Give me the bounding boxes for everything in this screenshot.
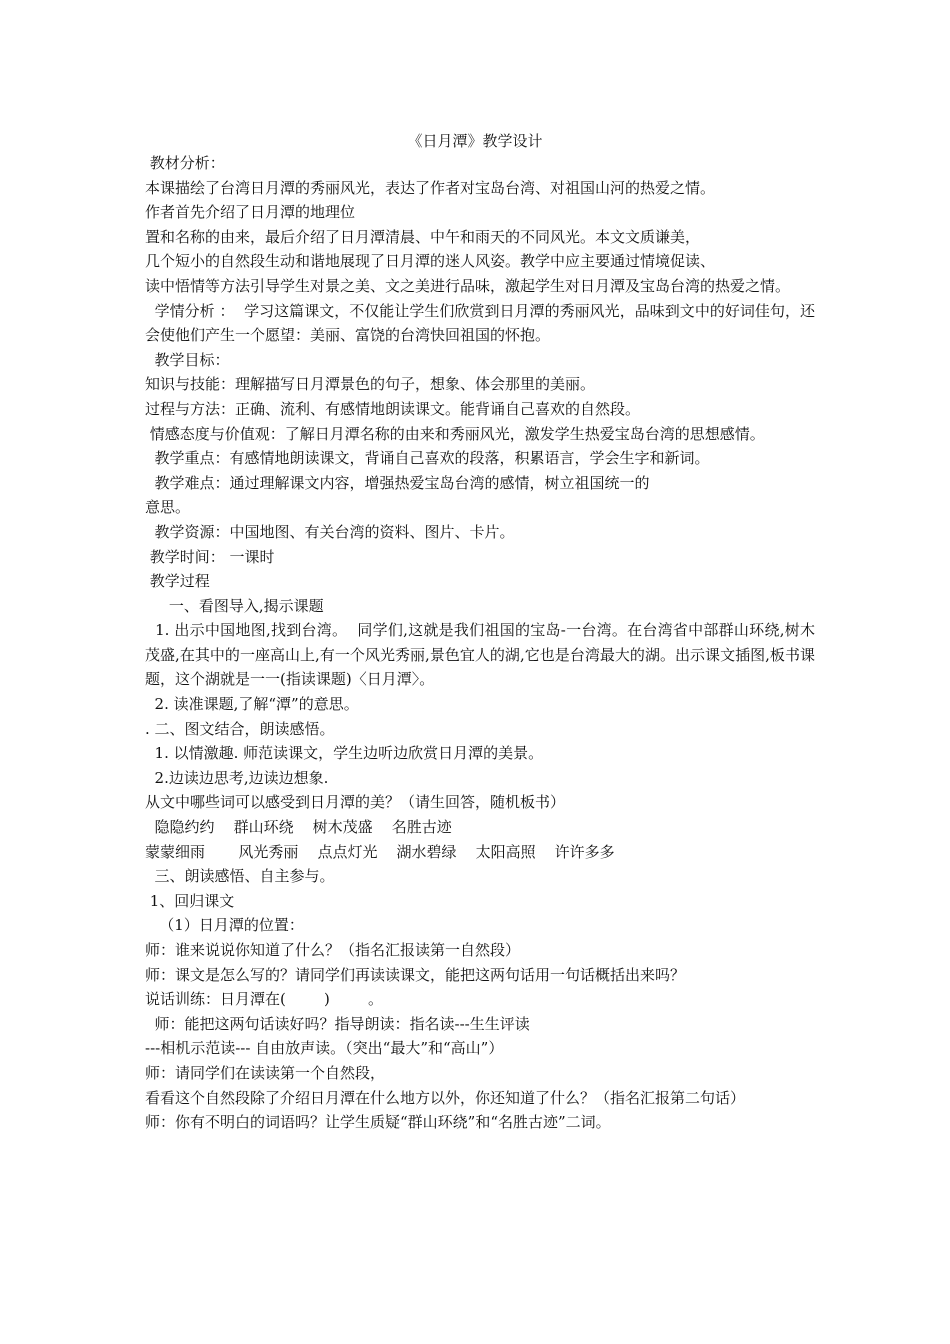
text-line: 置和名称的由来，最后介绍了日月潭清晨、中午和雨天的不同风光。本文文质谦美， [145, 227, 701, 246]
text-line: 师：能把这两句话读好吗？指导朗读：指名读---生生评读 [145, 1014, 530, 1033]
text-line: ---相机示范读--- 自由放声读。（突出“最大”和“高山”） [145, 1039, 504, 1058]
text-line: 意思。 [145, 498, 191, 517]
text-line: 1. 以情激趣. 师范读课文，学生边听边欣赏日月潭的美景。 [145, 744, 544, 763]
text-line: 师：请同学们在读读第一个自然段， [145, 1063, 386, 1082]
text-paragraph: 读中悟情等方法引导学生对景之美、文之美进行品味，激起学生对日月潭及宝岛台湾的热爱之情。 [145, 276, 791, 295]
section-heading: . 二、图文结合，朗读感悟。 [145, 719, 335, 738]
text-line: 说话训练：日月潭在( ) 。 [145, 990, 383, 1009]
text-line: 1、回归课文 [145, 891, 235, 910]
text-line: （1）日月潭的位置： [145, 916, 304, 935]
text-line: 教学资源：中国地图、有关台湾的资料、图片、卡片。 [145, 522, 515, 541]
text-paragraph: 学情分析 ： 学习这篇课文，不仅能让学生们欣赏到日月潭的秀丽风光，品味到文中的好词佳句，还会使他们产生一个愿望：美丽、富饶的台湾快回祖国的怀抱。 [145, 301, 815, 345]
text-line: 作者首先介绍了日月潭的地理位 [145, 203, 356, 222]
text-line: 教学过程 [145, 572, 210, 591]
word-list: 蒙蒙细雨 风光秀丽 点点灯光 湖水碧绿 太阳高照 许许多多 [145, 842, 615, 861]
section-heading: 一、看图导入,揭示课题 [145, 596, 324, 615]
text-line: 2. 读准课题,了解“潭”的意思。 [145, 695, 359, 714]
text-line: 教学重点：有感情地朗读课文，背诵自己喜欢的段落，积累语言，学会生字和新词。 [145, 449, 710, 468]
text-line: 教学难点：通过理解课文内容，增强热爱宝岛台湾的感情，树立祖国统一的 [145, 473, 650, 492]
word-list: 隐隐约约 群山环绕 树木茂盛 名胜古迹 [145, 818, 452, 837]
text-paragraph: 情感态度与价值观：了解日月潭名称的由来和秀丽风光，激发学生热爱宝岛台湾的思想感情。 [145, 424, 765, 443]
document-body [145, 151, 815, 1135]
text-line: 几个短小的自然段生动和谐地展现了日月潭的迷人风姿。教学中应主要通过情境促读、 [145, 252, 716, 271]
text-paragraph: 1. 出示中国地图,找到台湾。 同学们,这就是我们祖国的宝岛-一台湾。在台湾省中部群山环绕,树木茂盛,在其中的一座高山上,有一个风光秀丽,景色宜人的湖,它也是台湾最大的湖。出示课文插图,板书课题，这个湖就是一一(指读课题)〈日月潭〉。 [145, 621, 815, 689]
section-heading: 三、朗读感悟、自主参与。 [145, 867, 335, 886]
text-line: 教学时间： 一课时 [145, 547, 275, 566]
text-line: 知识与技能：理解描写日月潭景色的句子，想象、体会那里的美丽。 [145, 375, 596, 394]
text-line: 师：课文是怎么写的？请同学们再读读课文，能把这两句话用一句话概括出来吗？ [145, 965, 686, 984]
document-title: 《日月潭》教学设计 [407, 132, 543, 150]
text-line: 教材分析： [145, 154, 225, 172]
text-line: 过程与方法：正确、流利、有感情地朗读课文。能背诵自己喜欢的自然段。 [145, 399, 641, 418]
text-line: 师：谁来说说你知道了什么？（指名汇报读第一自然段） [145, 941, 521, 959]
text-line: 师：你有不明白的词语吗？让学生质疑“群山环绕”和“名胜古迹”二词。 [145, 1113, 611, 1132]
text-line: 本课描绘了台湾日月潭的秀丽风光，表达了作者对宝岛台湾、对祖国山河的热爱之情。 [145, 178, 716, 197]
text-line: 教学目标： [145, 350, 230, 369]
text-paragraph: 看看这个自然段除了介绍日月潭在什么地方以外，你还知道了什么？（指名汇报第二句话） [145, 1088, 746, 1107]
text-line: 2.边读边思考,边读边想象. [145, 768, 329, 787]
text-line: 从文中哪些词可以感受到日月潭的美？（请生回答，随机板书） [145, 793, 566, 812]
